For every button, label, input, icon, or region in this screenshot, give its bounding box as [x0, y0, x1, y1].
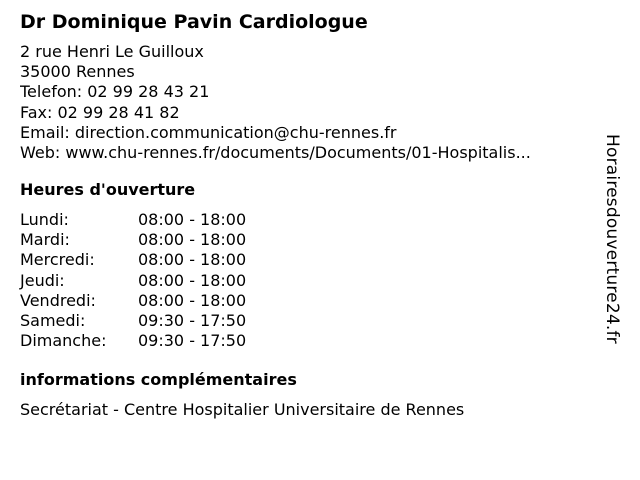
hours-row-friday — [20, 291, 246, 311]
day-label: Samedi: — [20, 310, 86, 330]
day-label: Jeudi: — [20, 270, 65, 290]
time-range: 08:00 - 18:00 — [138, 290, 247, 310]
day-label: Mardi: — [20, 230, 70, 250]
address-city: 35000 Rennes — [20, 62, 135, 82]
page-title: Dr Dominique Pavin Cardiologue — [20, 11, 368, 33]
hours-row-sunday — [20, 331, 246, 351]
day-label: Vendredi: — [20, 290, 96, 310]
hours-row-wednesday — [20, 250, 246, 270]
day-label: Dimanche: — [20, 330, 107, 350]
time-range: 09:30 - 17:50 — [138, 330, 247, 350]
hours-row-tuesday — [20, 230, 246, 250]
phone-number: Telefon: 02 99 28 43 21 — [20, 82, 210, 102]
time-range: 09:30 - 17:50 — [138, 310, 247, 330]
opening-hours-heading: Heures d'ouverture — [20, 180, 196, 200]
day-label: Mercredi: — [20, 250, 95, 270]
day-label: Lundi: — [20, 210, 69, 230]
opening-hours-table — [20, 210, 246, 351]
additional-info-heading: informations complémentaires — [20, 369, 297, 389]
email-address: Email: direction.communication@chu-rennes.fr — [20, 122, 397, 142]
address-street: 2 rue Henri Le Guilloux — [20, 42, 204, 61]
hours-row-saturday — [20, 311, 246, 331]
contact-block — [20, 42, 600, 163]
time-range: 08:00 - 18:00 — [138, 250, 247, 270]
additional-info-text: Secrétariat - Centre Hospitalier Universitaire de Rennes — [20, 399, 465, 419]
website-url: Web: www.chu-rennes.fr/documents/Documents/01-Hospitalis... — [20, 143, 531, 163]
time-range: 08:00 - 18:00 — [138, 230, 247, 250]
site-watermark: Horairesdouverture24.fr — [602, 134, 622, 344]
time-range: 08:00 - 18:00 — [138, 270, 247, 290]
time-range: 08:00 - 18:00 — [138, 210, 247, 230]
document-body — [20, 10, 600, 420]
fax-number: Fax: 02 99 28 41 82 — [20, 102, 180, 122]
hours-row-thursday — [20, 271, 246, 291]
hours-row-monday — [20, 210, 246, 230]
